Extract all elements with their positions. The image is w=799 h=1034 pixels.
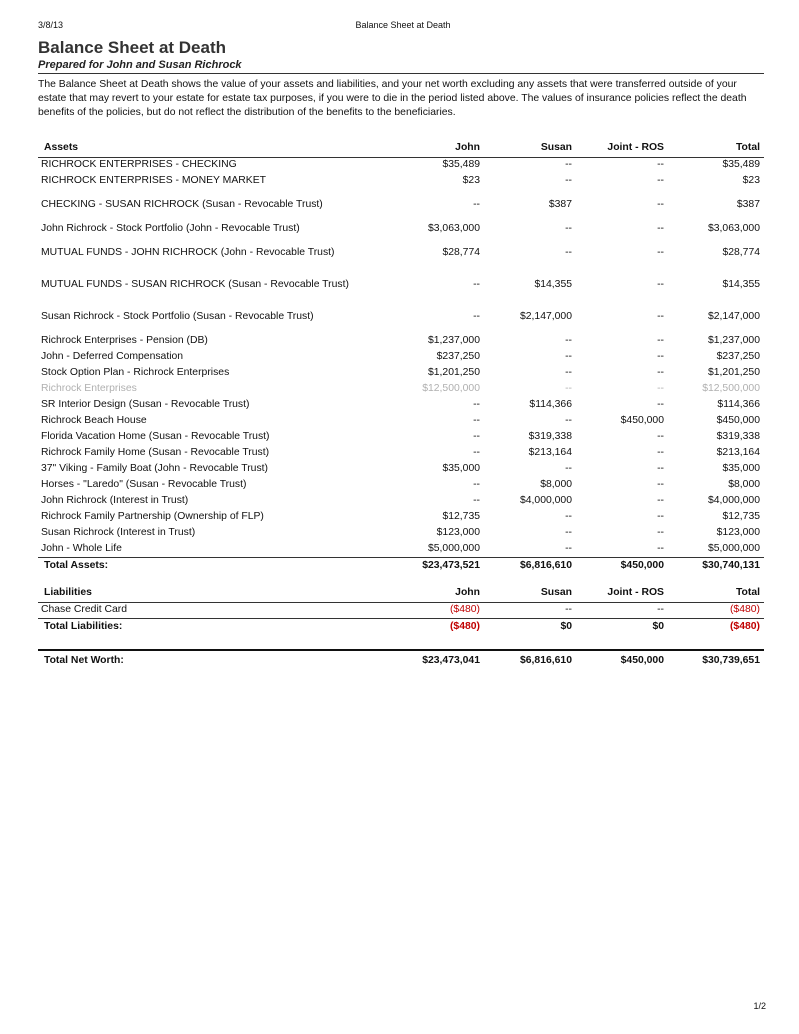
asset-name: Richrock Beach House xyxy=(41,415,147,426)
asset-susan-value: -- xyxy=(565,159,572,171)
asset-name: 37" Viking - Family Boat (John - Revocable Trust) xyxy=(41,463,268,474)
asset-susan-value: $213,164 xyxy=(528,447,572,458)
assets-header: Assets xyxy=(38,140,378,157)
asset-total-value: $12,500,000 xyxy=(702,383,760,394)
asset-name: Richrock Family Partnership (Ownership of FLP) xyxy=(41,511,264,522)
asset-john-value: -- xyxy=(473,495,480,506)
asset-john-value: -- xyxy=(473,431,480,442)
net-worth-label: Total Net Worth: xyxy=(44,654,124,666)
total-assets-john: $23,473,521 xyxy=(422,560,480,572)
total-header: Total xyxy=(666,140,764,157)
asset-total-value: $12,735 xyxy=(722,511,760,522)
total-assets-total: $30,740,131 xyxy=(702,560,760,572)
asset-susan-value: $14,355 xyxy=(534,279,572,290)
liability-name: Chase Credit Card xyxy=(38,602,378,618)
asset-row xyxy=(38,397,764,413)
liabilities-header: Liabilities xyxy=(38,585,378,602)
assets-table xyxy=(38,140,764,575)
asset-name: SR Interior Design (Susan - Revocable Trust) xyxy=(41,399,250,410)
page-subtitle: Prepared for John and Susan Richrock xyxy=(38,59,242,71)
asset-row xyxy=(38,445,764,461)
asset-row xyxy=(38,157,764,173)
susan-header: Susan xyxy=(482,585,574,602)
asset-total-value: $35,000 xyxy=(722,463,760,474)
total-liabilities-row xyxy=(38,618,764,636)
asset-john-value: -- xyxy=(473,447,480,458)
asset-john-value: $1,237,000 xyxy=(427,335,480,346)
asset-name: CHECKING - SUSAN RICHROCK (Susan - Revocable Trust) xyxy=(41,199,323,210)
asset-john-value: $5,000,000 xyxy=(378,541,482,557)
asset-name: MUTUAL FUNDS - SUSAN RICHROCK (Susan - Revocable Trust) xyxy=(41,279,349,290)
asset-row xyxy=(38,429,764,445)
asset-john-value: $23 xyxy=(462,175,480,186)
total-assets-joint: $450,000 xyxy=(620,560,664,572)
asset-john-value: -- xyxy=(473,479,480,490)
asset-name: RICHROCK ENTERPRISES - CHECKING xyxy=(41,159,237,171)
net-worth-john: $23,473,041 xyxy=(422,654,480,666)
net-worth-table xyxy=(38,649,764,670)
asset-john-value: $28,774 xyxy=(442,247,480,258)
asset-joint-value: -- xyxy=(657,223,664,234)
liability-joint: -- xyxy=(574,602,666,618)
total-assets-label: Total Assets: xyxy=(44,560,109,572)
asset-total-value: $4,000,000 xyxy=(707,495,760,506)
liabilities-header-row xyxy=(38,585,764,602)
asset-susan-value: -- xyxy=(565,367,572,378)
asset-name: John - Whole Life xyxy=(38,541,378,557)
asset-row xyxy=(38,349,764,365)
asset-joint-value: -- xyxy=(657,335,664,346)
net-worth-total: $30,739,651 xyxy=(702,654,760,666)
asset-susan-value: -- xyxy=(565,335,572,346)
page-title: Balance Sheet at Death xyxy=(38,38,227,57)
asset-total-value: $319,338 xyxy=(716,431,760,442)
asset-total-value: $237,250 xyxy=(716,351,760,362)
title-block xyxy=(38,38,764,120)
asset-name: Florida Vacation Home (Susan - Revocable Trust) xyxy=(41,431,270,442)
asset-john-value: $35,489 xyxy=(442,159,480,171)
asset-john-value: -- xyxy=(473,199,480,210)
asset-row xyxy=(38,221,764,237)
liability-john: ($480) xyxy=(378,602,482,618)
asset-susan-value: $4,000,000 xyxy=(519,495,572,506)
asset-john-value: -- xyxy=(473,311,480,322)
asset-susan-value: -- xyxy=(565,175,572,186)
asset-john-value: $12,500,000 xyxy=(422,383,480,394)
asset-total-value: $28,774 xyxy=(722,247,760,258)
asset-row xyxy=(38,461,764,477)
asset-total-value: $1,201,250 xyxy=(707,367,760,378)
asset-joint-value: -- xyxy=(657,399,664,410)
asset-total-value: $387 xyxy=(736,199,760,210)
asset-row xyxy=(38,333,764,349)
asset-susan-value: -- xyxy=(565,463,572,474)
asset-row xyxy=(38,493,764,509)
asset-total-value: $123,000 xyxy=(716,527,760,538)
asset-joint-value: -- xyxy=(657,279,664,290)
asset-row xyxy=(38,301,764,333)
john-header: John xyxy=(378,140,482,157)
asset-name: Horses - "Laredo" (Susan - Revocable Trust) xyxy=(41,479,247,490)
asset-susan-value: $319,338 xyxy=(528,431,572,442)
asset-john-value: $237,250 xyxy=(436,351,480,362)
asset-joint-value: -- xyxy=(657,527,664,538)
asset-row xyxy=(38,365,764,381)
assets-header-row xyxy=(38,140,764,157)
asset-total-value: $1,237,000 xyxy=(707,335,760,346)
asset-john-value: $35,000 xyxy=(442,463,480,474)
net-worth-susan: $6,816,610 xyxy=(519,654,572,666)
asset-joint-value: -- xyxy=(574,541,666,557)
total-header: Total xyxy=(666,585,764,602)
asset-total-value: $114,366 xyxy=(717,399,760,410)
asset-row xyxy=(38,269,764,301)
asset-joint-value: -- xyxy=(657,311,664,322)
liabilities-table xyxy=(38,585,764,636)
asset-name: Richrock Enterprises xyxy=(41,383,137,394)
asset-name: John Richrock (Interest in Trust) xyxy=(41,495,189,506)
asset-susan-value: -- xyxy=(565,527,572,538)
asset-row xyxy=(38,237,764,269)
asset-joint-value: -- xyxy=(657,495,664,506)
asset-total-value: $450,000 xyxy=(716,415,760,426)
asset-joint-value: -- xyxy=(657,367,664,378)
asset-susan-value: -- xyxy=(565,223,572,234)
asset-total-value: $14,355 xyxy=(722,279,760,290)
asset-joint-value: -- xyxy=(657,463,664,474)
asset-name: John Richrock - Stock Portfolio (John - Revocable Trust) xyxy=(41,223,300,234)
asset-row xyxy=(38,189,764,221)
asset-name: Susan Richrock - Stock Portfolio (Susan - Revocable Trust) xyxy=(41,311,314,322)
asset-joint-value: -- xyxy=(657,431,664,442)
asset-row xyxy=(38,541,764,557)
asset-susan-value: -- xyxy=(565,383,572,394)
asset-joint-value: -- xyxy=(657,447,664,458)
liability-row xyxy=(38,602,764,618)
asset-john-value: -- xyxy=(473,415,480,426)
asset-total-value: $213,164 xyxy=(716,447,760,458)
title-divider xyxy=(38,73,764,74)
asset-joint-value: -- xyxy=(657,199,664,210)
asset-total-value: $5,000,000 xyxy=(666,541,764,557)
asset-joint-value: $450,000 xyxy=(620,415,664,426)
print-date: 3/8/13 xyxy=(38,20,64,30)
total-liabilities-label: Total Liabilities: xyxy=(44,621,123,633)
asset-john-value: $3,063,000 xyxy=(427,223,480,234)
assets-body xyxy=(38,157,764,557)
asset-total-value: $23 xyxy=(742,175,760,186)
net-worth-row xyxy=(38,650,764,670)
total-liabilities-susan: $0 xyxy=(560,621,572,633)
asset-row xyxy=(38,477,764,493)
asset-name: Susan Richrock (Interest in Trust) xyxy=(41,527,196,538)
asset-joint-value: -- xyxy=(657,351,664,362)
asset-joint-value: -- xyxy=(657,159,664,171)
print-header xyxy=(38,20,768,34)
total-liabilities-john: ($480) xyxy=(449,621,480,633)
asset-name: Stock Option Plan - Richrock Enterprises xyxy=(41,367,230,378)
asset-susan-value: -- xyxy=(565,247,572,258)
asset-susan-value: -- xyxy=(565,415,572,426)
asset-john-value: $123,000 xyxy=(436,527,480,538)
asset-name: Richrock Family Home (Susan - Revocable Trust) xyxy=(41,447,270,458)
asset-susan-value: $114,366 xyxy=(529,399,572,410)
asset-row xyxy=(38,173,764,189)
liability-susan: -- xyxy=(482,602,574,618)
asset-total-value: $8,000 xyxy=(728,479,760,490)
asset-susan-value: -- xyxy=(565,511,572,522)
asset-john-value: $1,201,250 xyxy=(427,367,480,378)
asset-john-value: -- xyxy=(473,399,480,410)
asset-row xyxy=(38,525,764,541)
asset-total-value: $3,063,000 xyxy=(707,223,760,234)
asset-total-value: $35,489 xyxy=(722,159,760,171)
intro-paragraph: The Balance Sheet at Death shows the value of your assets and liabilities, and your net worth excluding any assets that were transferred outside of your estate that may revert to your estate for estate tax purposes, if you were to die in the period listed above. The values of insurance policies reflect the death benefits of the policies, but do not reflect the distribution of the benefits to the beneficiaries. xyxy=(38,79,747,118)
asset-susan-value: -- xyxy=(565,351,572,362)
asset-john-value: $12,735 xyxy=(442,511,480,522)
joint-header: Joint - ROS xyxy=(574,585,666,602)
john-header: John xyxy=(378,585,482,602)
asset-row xyxy=(38,509,764,525)
asset-name: John - Deferred Compensation xyxy=(41,351,184,362)
asset-total-value: $2,147,000 xyxy=(707,311,760,322)
asset-joint-value: -- xyxy=(657,511,664,522)
asset-joint-value: -- xyxy=(657,479,664,490)
page-number: 1/2 xyxy=(753,1001,766,1011)
total-assets-susan: $6,816,610 xyxy=(519,560,572,572)
asset-name: MUTUAL FUNDS - JOHN RICHROCK (John - Revocable Trust) xyxy=(41,247,335,258)
net-worth-joint: $450,000 xyxy=(620,654,664,666)
print-title: Balance Sheet at Death xyxy=(355,20,451,30)
asset-name: Richrock Enterprises - Pension (DB) xyxy=(41,335,208,346)
asset-row xyxy=(38,381,764,397)
total-liabilities-joint: $0 xyxy=(652,621,664,633)
liability-total: ($480) xyxy=(666,602,764,618)
asset-joint-value: -- xyxy=(657,247,664,258)
asset-john-value: -- xyxy=(473,279,480,290)
joint-header: Joint - ROS xyxy=(574,140,666,157)
asset-row xyxy=(38,413,764,429)
asset-name: RICHROCK ENTERPRISES - MONEY MARKET xyxy=(41,175,266,186)
susan-header: Susan xyxy=(482,140,574,157)
asset-joint-value: -- xyxy=(657,175,664,186)
total-liabilities-total: ($480) xyxy=(729,621,760,633)
asset-susan-value: -- xyxy=(482,541,574,557)
asset-susan-value: $387 xyxy=(548,199,572,210)
asset-susan-value: $8,000 xyxy=(540,479,572,490)
asset-susan-value: $2,147,000 xyxy=(519,311,572,322)
asset-joint-value: -- xyxy=(657,383,664,394)
total-assets-row xyxy=(38,557,764,575)
